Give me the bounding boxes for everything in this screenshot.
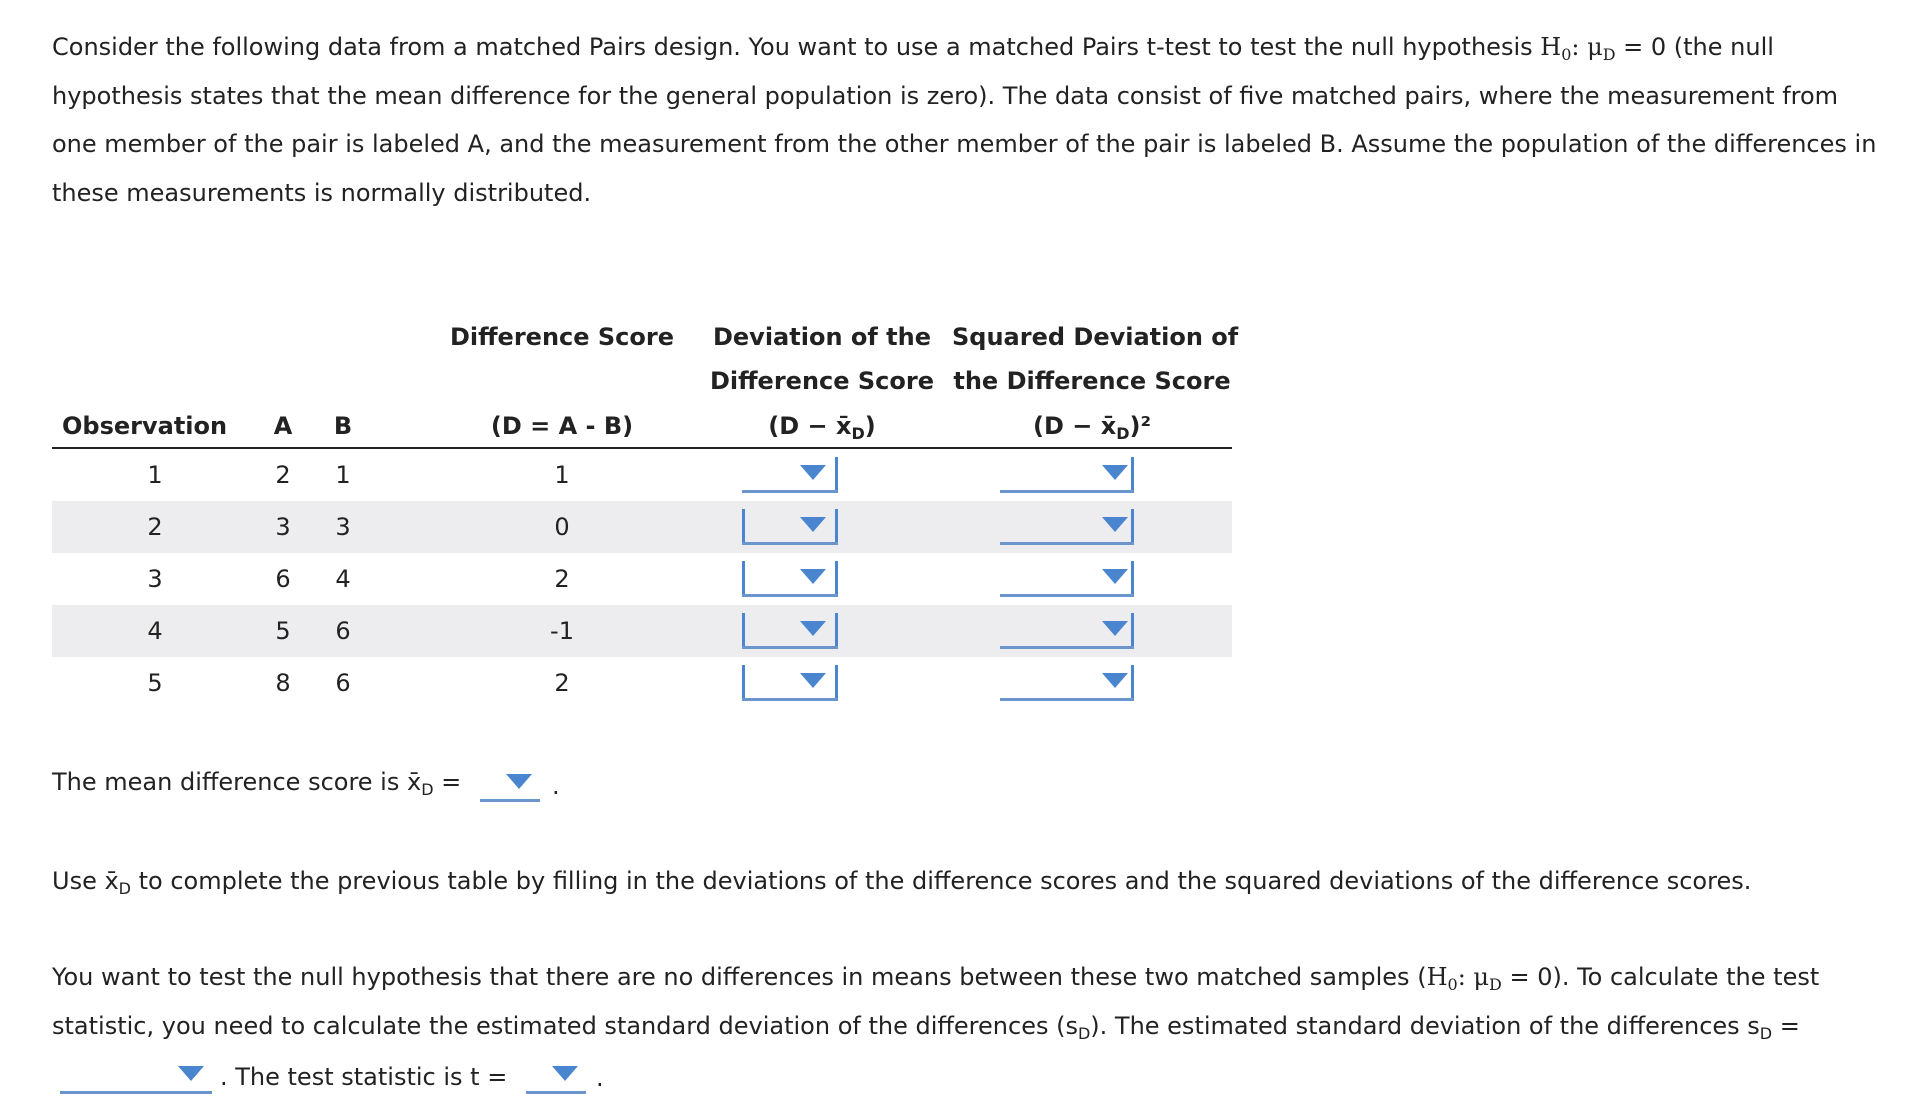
mean-difference-line: The mean difference score is $x̄_D$ = — [52, 768, 462, 799]
chevron-down-icon — [1102, 673, 1128, 688]
difference-cell: 2 — [554, 565, 570, 593]
chevron-down-icon — [506, 774, 532, 789]
table-row — [52, 449, 1232, 501]
deviation-dropdown-5[interactable] — [742, 665, 838, 701]
header-b: B — [333, 412, 353, 440]
header-deviation-line2: Difference Score — [709, 367, 935, 395]
difference-cell: 2 — [554, 669, 570, 697]
header-deviation-formula: $(D - x̄_D)$ — [768, 412, 876, 443]
b-cell: 3 — [335, 513, 351, 541]
squared-deviation-dropdown-3[interactable] — [1000, 561, 1134, 597]
b-cell: 6 — [335, 669, 351, 697]
b-cell: 6 — [335, 617, 351, 645]
chevron-down-icon — [1102, 517, 1128, 532]
chevron-down-icon — [1102, 465, 1128, 480]
squared-deviation-dropdown-1[interactable] — [1000, 457, 1134, 493]
squared-deviation-dropdown-5[interactable] — [1000, 665, 1134, 701]
deviation-dropdown-4[interactable] — [742, 613, 838, 649]
intro-paragraph — [52, 23, 1882, 217]
difference-cell: 0 — [554, 513, 570, 541]
observation-cell: 2 — [147, 513, 163, 541]
deviation-dropdown-1[interactable] — [742, 457, 838, 493]
difference-cell: 1 — [554, 461, 570, 489]
a-cell: 3 — [275, 513, 291, 541]
chevron-down-icon — [800, 569, 826, 584]
intro-text: Consider the following data from a matched Pairs design. You want to use a matched Pairs t-test to test the null hypothesis — [52, 33, 1541, 61]
chevron-down-icon — [1102, 621, 1128, 636]
chevron-down-icon — [552, 1066, 578, 1081]
intro-text-continued: = 0 (the null hypothesis states that the mean difference for the general population is zero). The data consist of five matched pairs, where the measurement from one member of the pair is labeled A, and the measurement from the other member of the pair is labeled B. Assume the population of the differences in these measurements is normally distributed. — [52, 33, 1877, 207]
h0-symbol: $H_0$: $\mu_D$ — [1426, 963, 1502, 994]
table-row — [52, 657, 1232, 709]
deviation-dropdown-3[interactable] — [742, 561, 838, 597]
chevron-down-icon — [800, 621, 826, 636]
observation-cell: 1 — [147, 461, 163, 489]
chevron-down-icon — [800, 673, 826, 688]
b-cell: 4 — [335, 565, 351, 593]
observation-cell: 5 — [147, 669, 163, 697]
chevron-down-icon — [800, 465, 826, 480]
chevron-down-icon — [178, 1066, 204, 1081]
header-squared-line1: Squared Deviation of — [952, 323, 1239, 351]
test-statistic-paragraph: You want to test the null hypothesis that there are no differences in means between these two matched samples ($H_0$: $\mu_D = 0$). To calculate the test statistic, you need to calculate the estimated standard deviation of the differences $(s_D)$. The estimated standard deviation of the differences $s_D$ = — [52, 963, 1820, 1043]
difference-cell: -1 — [550, 617, 574, 645]
instruction-line: Use $x̄_D$ to complete the previous table by filling in the deviations of the difference scores and the squared deviations of the difference scores. — [52, 867, 1752, 898]
deviation-dropdown-2[interactable] — [742, 509, 838, 545]
a-cell: 2 — [275, 461, 291, 489]
table-row — [52, 605, 1232, 657]
chevron-down-icon — [800, 517, 826, 532]
std-deviation-dropdown[interactable] — [60, 1058, 212, 1094]
mean-difference-dropdown[interactable] — [480, 766, 540, 802]
mean-line-period: . — [552, 772, 560, 800]
test-statistic-label: . The test statistic is t = — [220, 1063, 508, 1091]
a-cell: 6 — [275, 565, 291, 593]
header-difference-line1: Difference Score — [449, 323, 675, 351]
observation-cell: 4 — [147, 617, 163, 645]
chevron-down-icon — [1102, 569, 1128, 584]
table-row — [52, 501, 1232, 553]
test-statistic-period: . — [596, 1064, 604, 1092]
observation-cell: 3 — [147, 565, 163, 593]
header-observation: Observation — [62, 412, 228, 440]
squared-deviation-dropdown-4[interactable] — [1000, 613, 1134, 649]
header-deviation-line1: Deviation of the — [712, 323, 931, 351]
header-difference-formula: (D = A - B) — [490, 412, 634, 440]
header-squared-line2: the Difference Score — [953, 367, 1231, 395]
header-a: A — [273, 412, 293, 440]
test-statistic-dropdown[interactable] — [526, 1058, 586, 1094]
squared-deviation-dropdown-2[interactable] — [1000, 509, 1134, 545]
b-cell: 1 — [335, 461, 351, 489]
h0-symbol: $H_0$: $\mu_D$ — [1540, 33, 1616, 64]
a-cell: 8 — [275, 669, 291, 697]
header-squared-formula: $(D - x̄_D)^2$ — [1033, 412, 1151, 443]
table-row — [52, 553, 1232, 605]
a-cell: 5 — [275, 617, 291, 645]
